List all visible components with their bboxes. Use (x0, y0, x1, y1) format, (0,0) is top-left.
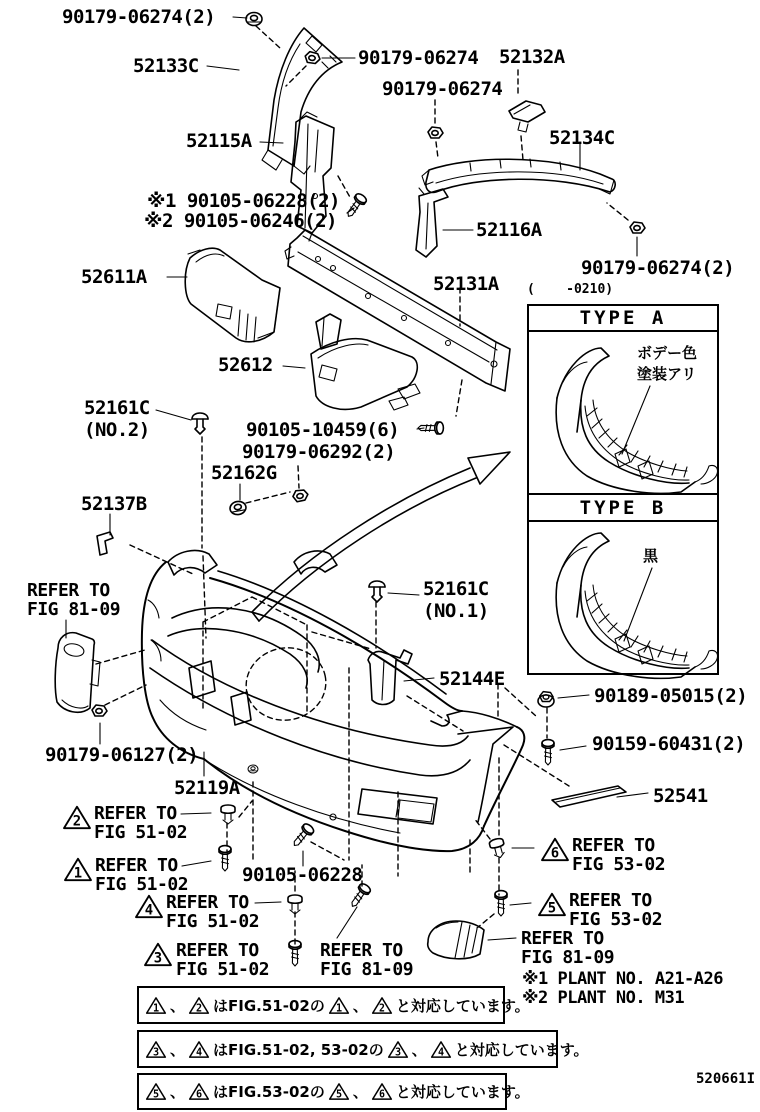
svg-text:2: 2 (72, 813, 82, 830)
part-label-52541: 52541 (653, 785, 708, 807)
svg-text:1: 1 (152, 1002, 160, 1014)
part-label-90105-06228-bottom: 90105-06228 (242, 864, 363, 886)
svg-text:4: 4 (144, 902, 154, 919)
part-label-52161c-no2: 52161C (84, 397, 150, 419)
note-separator: 、 (411, 1040, 427, 1059)
correspondence-note-3 (137, 1073, 530, 1110)
part-label-52144e: 52144E (439, 668, 505, 690)
type-a-header: TYPE A (529, 306, 717, 332)
fig-ref-line2: FIG 51-02 (166, 911, 260, 932)
triangle-icon (188, 1082, 210, 1101)
triangle-icon (188, 1040, 210, 1059)
triangle-marker-5 (537, 891, 567, 917)
type-b-annotation: 黒 (643, 547, 659, 565)
part-label-52611a: 52611A (81, 266, 147, 288)
fig-ref-line1: REFER TO (94, 803, 177, 824)
part-label-90179-06127: 90179-06127(2) (45, 744, 199, 766)
part-label-90179-06274-right: 90179-06274(2) (581, 257, 735, 279)
type-b-header: TYPE B (529, 493, 717, 522)
triangle-marker-1 (63, 856, 93, 882)
fig-ref-line1: REFER TO (521, 928, 604, 949)
fig-ref-5102-tri4 (166, 893, 259, 931)
fig-ref-line1: REFER TO (569, 890, 652, 911)
fig-ref-5302-tri6 (572, 836, 665, 874)
triangle-icon (371, 1082, 393, 1101)
svg-text:2: 2 (195, 1002, 203, 1014)
fig-ref-8109-center (320, 941, 413, 979)
svg-text:4: 4 (195, 1046, 203, 1058)
svg-text:4: 4 (437, 1046, 444, 1058)
fig-ref-line2: FIG 51-02 (176, 959, 270, 980)
triangle-marker-6 (540, 836, 570, 862)
part-label-52161c-no1: 52161C (423, 578, 489, 600)
part-label-90105-10459: 90105-10459(6) (246, 419, 400, 441)
part-label-52137b: 52137B (81, 493, 147, 515)
fig-ref-line2: FIG 81-09 (320, 959, 414, 980)
note-text: はFIG.51-02, 53-02の (213, 1040, 384, 1059)
part-label-90159-60431: 90159-60431(2) (592, 733, 746, 755)
part-label-52612: 52612 (218, 354, 273, 376)
fig-ref-5102-tri1 (95, 856, 188, 894)
fig-ref-line1: REFER TO (572, 835, 655, 856)
part-label-52115a: 52115A (186, 130, 252, 152)
applicability-range-note: ( -0210) (527, 282, 614, 297)
fig-ref-5102-tri2 (94, 804, 187, 842)
note-text: と対応しています。 (454, 1040, 589, 1059)
fig-ref-line2: FIG 53-02 (569, 909, 663, 930)
triangle-marker-2 (62, 804, 92, 830)
svg-text:3: 3 (152, 1046, 160, 1058)
part-label-90105-06228-note1: ※1 90105-06228(2) (147, 190, 340, 212)
correspondence-note-1 (137, 986, 530, 1024)
fig-ref-line2: FIG 81-09 (521, 947, 615, 968)
svg-text:2: 2 (378, 1002, 385, 1014)
triangle-icon (328, 1082, 350, 1101)
part-label-52133c: 52133C (133, 55, 199, 77)
note-separator: 、 (170, 996, 186, 1015)
fig-ref-line2: FIG 53-02 (572, 854, 666, 875)
svg-text:5: 5 (335, 1089, 342, 1101)
note-separator: 、 (352, 996, 368, 1015)
part-label-90179-06292: 90179-06292(2) (242, 441, 396, 463)
triangle-icon (387, 1040, 409, 1059)
note-text: と対応しています。 (395, 1083, 530, 1101)
type-a-annotation-line1: ボデー色 (637, 344, 698, 362)
fig-ref-5302-tri5 (569, 891, 662, 929)
correspondence-note-2 (137, 1030, 589, 1068)
part-label-52131a: 52131A (433, 273, 499, 295)
part-label-52134c: 52134C (549, 127, 615, 149)
triangle-icon (371, 996, 393, 1015)
svg-text:6: 6 (195, 1089, 203, 1101)
part-label-52119a: 52119A (174, 777, 240, 799)
part-label-90189-05015: 90189-05015(2) (594, 685, 748, 707)
triangle-icon (145, 1040, 167, 1059)
note-separator: 、 (352, 1083, 368, 1101)
svg-text:6: 6 (550, 845, 560, 862)
plant-note-1: ※1 PLANT NO. A21-A26 (522, 969, 723, 989)
triangle-icon (430, 1040, 452, 1059)
part-label-52132a: 52132A (499, 46, 565, 68)
svg-text:5: 5 (547, 900, 557, 917)
part-label-52161c-no2-sub: (NO.2) (84, 419, 150, 441)
svg-text:6: 6 (378, 1089, 385, 1101)
fig-ref-5102-tri3 (176, 941, 269, 979)
note-separator: 、 (170, 1083, 186, 1101)
fig-ref-line1: REFER TO (176, 940, 259, 961)
part-label-90105-06246-note2: ※2 90105-06246(2) (144, 210, 337, 232)
svg-text:1: 1 (73, 865, 83, 882)
triangle-marker-3 (143, 941, 173, 967)
fig-ref-line1: REFER TO (95, 855, 178, 876)
figure-code: 520661I (696, 1071, 756, 1087)
note-text: はFIG.51-02の (213, 996, 325, 1015)
triangle-icon (145, 996, 167, 1015)
fig-ref-8109-right (521, 929, 614, 967)
fig-ref-line1: REFER TO (27, 580, 110, 601)
svg-text:1: 1 (335, 1002, 342, 1014)
part-label-52161c-no1-sub: (NO.1) (423, 600, 489, 622)
type-a-annotation-line2: 塗装アリ (637, 365, 697, 383)
part-label-90179-06274-b: 90179-06274 (382, 78, 503, 100)
part-label-90179-06274-a: 90179-06274 (358, 47, 479, 69)
part-label-52162g: 52162G (211, 462, 277, 484)
svg-text:3: 3 (153, 950, 163, 967)
triangle-icon (188, 996, 210, 1015)
fig-ref-line1: REFER TO (320, 940, 403, 961)
svg-text:5: 5 (152, 1089, 160, 1101)
fig-ref-line1: REFER TO (166, 892, 249, 913)
fig-ref-line2: FIG 51-02 (94, 822, 188, 843)
note-separator: 、 (170, 1040, 186, 1059)
note-text: はFIG.53-02の (213, 1083, 325, 1101)
triangle-marker-4 (134, 893, 164, 919)
fig-ref-line2: FIG 81-09 (27, 599, 121, 620)
triangle-icon (145, 1082, 167, 1101)
plant-note-2: ※2 PLANT NO. M31 (522, 988, 685, 1008)
part-label-90179-06274-top: 90179-06274(2) (62, 6, 216, 28)
fig-ref-8109-left (27, 581, 120, 619)
svg-text:3: 3 (394, 1046, 401, 1058)
fig-ref-line2: FIG 51-02 (95, 874, 189, 895)
part-label-52116a: 52116A (476, 219, 542, 241)
note-text: と対応しています。 (395, 996, 530, 1015)
triangle-icon (328, 996, 350, 1015)
